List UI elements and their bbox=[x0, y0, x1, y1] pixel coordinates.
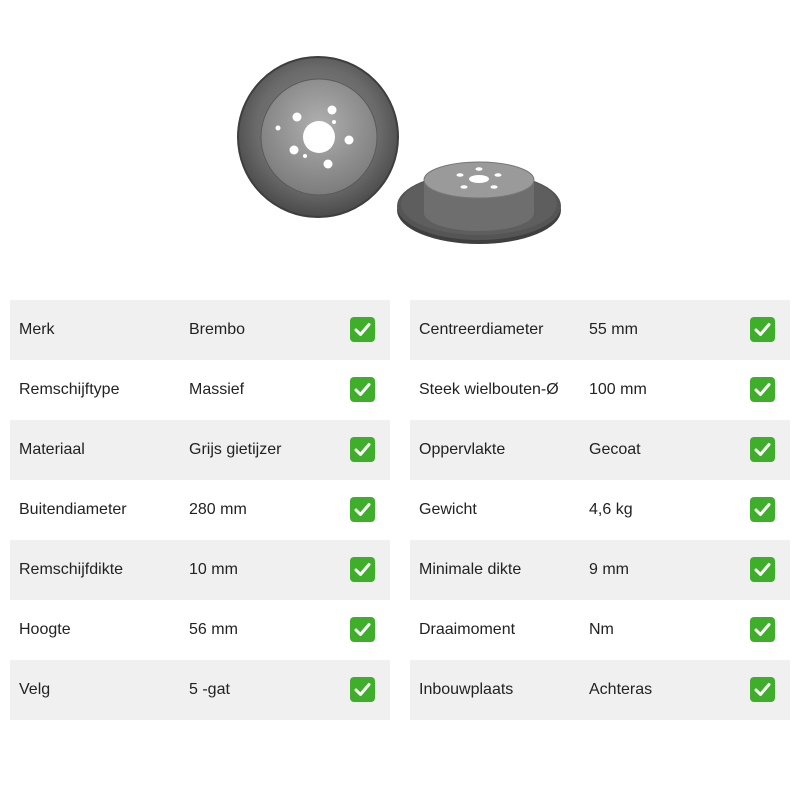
spec-row bbox=[410, 480, 790, 540]
check-mark-icon bbox=[750, 317, 775, 342]
spec-label: Velg bbox=[19, 681, 51, 698]
spec-value: 100 mm bbox=[589, 381, 647, 398]
spec-row bbox=[10, 480, 390, 540]
spec-row bbox=[410, 600, 790, 660]
check-mark-icon bbox=[750, 437, 775, 462]
spec-value: Massief bbox=[189, 381, 245, 398]
check-mark-icon bbox=[750, 617, 775, 642]
spec-row bbox=[10, 600, 390, 660]
spec-label: Minimale dikte bbox=[419, 561, 522, 578]
spec-label: Hoogte bbox=[19, 621, 71, 638]
spec-row bbox=[410, 540, 790, 600]
spec-label: Buitendiameter bbox=[19, 501, 127, 518]
spec-value: Nm bbox=[589, 621, 614, 638]
spec-label: Draaimoment bbox=[419, 621, 516, 638]
spec-value: Achteras bbox=[589, 681, 653, 698]
spec-table-right bbox=[410, 300, 790, 720]
spec-row bbox=[10, 360, 390, 420]
spec-row bbox=[410, 300, 790, 360]
brake-disc-image bbox=[230, 38, 570, 250]
check-mark-icon bbox=[750, 497, 775, 522]
check-mark-icon bbox=[350, 317, 375, 342]
spec-label: Centreerdiameter bbox=[419, 321, 544, 338]
check-mark-icon bbox=[350, 377, 375, 402]
spec-label: Remschijfdikte bbox=[19, 561, 124, 578]
spec-value: Gecoat bbox=[589, 441, 641, 458]
spec-table-left bbox=[10, 300, 390, 720]
spec-row bbox=[10, 540, 390, 600]
spec-row bbox=[10, 420, 390, 480]
check-mark-icon bbox=[350, 617, 375, 642]
spec-label: Steek wielbouten-Ø bbox=[419, 381, 559, 398]
spec-value: 55 mm bbox=[589, 321, 638, 338]
spec-label: Materiaal bbox=[19, 441, 85, 458]
spec-value: Grijs gietijzer bbox=[189, 441, 282, 458]
spec-row bbox=[10, 660, 390, 720]
spec-value: 280 mm bbox=[189, 501, 247, 518]
spec-label: Remschijftype bbox=[19, 381, 120, 398]
spec-row bbox=[410, 420, 790, 480]
spec-row bbox=[410, 660, 790, 720]
spec-label: Inbouwplaats bbox=[419, 681, 514, 698]
check-mark-icon bbox=[350, 437, 375, 462]
check-mark-icon bbox=[750, 557, 775, 582]
spec-value: 4,6 kg bbox=[589, 501, 633, 518]
spec-row bbox=[410, 360, 790, 420]
spec-value: 56 mm bbox=[189, 621, 238, 638]
spec-row bbox=[10, 300, 390, 360]
spec-value: 9 mm bbox=[589, 561, 629, 578]
brake-disc-icon bbox=[230, 38, 570, 250]
check-mark-icon bbox=[350, 677, 375, 702]
check-mark-icon bbox=[350, 497, 375, 522]
spec-value: 5 -gat bbox=[189, 681, 230, 698]
spec-label: Merk bbox=[19, 321, 55, 338]
spec-label: Oppervlakte bbox=[419, 441, 506, 458]
check-mark-icon bbox=[750, 377, 775, 402]
check-mark-icon bbox=[350, 557, 375, 582]
check-mark-icon bbox=[750, 677, 775, 702]
spec-value: Brembo bbox=[189, 321, 246, 338]
spec-label: Gewicht bbox=[419, 501, 477, 518]
spec-value: 10 mm bbox=[189, 561, 238, 578]
